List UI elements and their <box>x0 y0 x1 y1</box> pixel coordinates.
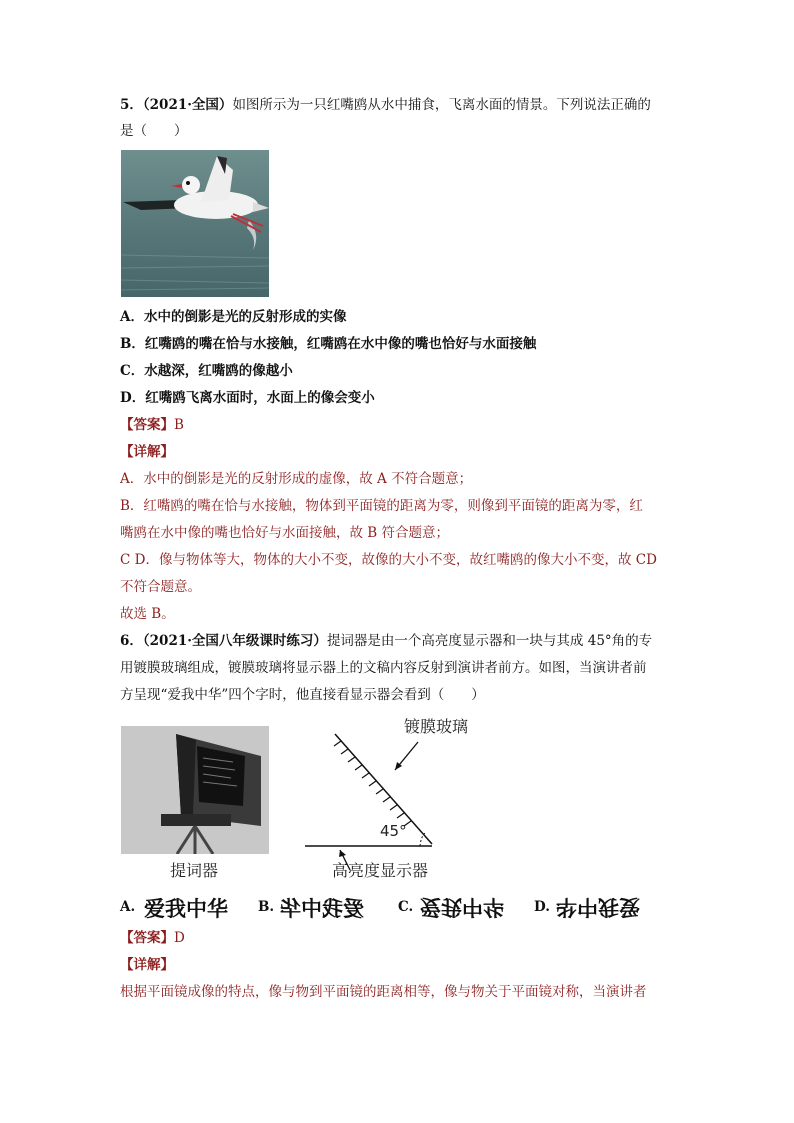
q6-stem-line2: 用镀膜玻璃组成，镀膜玻璃将显示器上的文稿内容反射到演讲者前方。如图，当演讲者前 <box>120 660 647 676</box>
q5-option-a: A．水中的倒影是光的反射形成的实像 <box>120 309 347 325</box>
q6-option-b-text: 爱我中华 <box>280 897 364 921</box>
teleprompter-caption: 提词器 <box>170 861 219 880</box>
q5-answer <box>120 415 675 435</box>
q5-detail-line: 不符合题意。 <box>120 579 201 595</box>
q6-detail-line: 根据平面镜成像的特点，像与物到平面镜的距离相等，像与物关于平面镜对称，当演讲者 <box>120 984 647 1000</box>
q6-source: （2021·全国八年级课时练习） <box>142 633 327 649</box>
q6-option-c-letter: C. <box>398 899 414 915</box>
q5-stem-line1 <box>120 95 675 115</box>
mirror-diagram <box>300 712 490 882</box>
glass-label: 镀膜玻璃 <box>404 717 469 736</box>
q5-answer-label: 【答案】 <box>120 417 174 433</box>
q6-detail-label: 【详解】 <box>120 957 174 973</box>
q5-detail-line: C D．像与物体等大，物体的大小不变，故像的大小不变，故红嘴鸥的像大小不变，故 CD <box>120 552 657 568</box>
q5-option-c: C．水越深，红嘴鸥的像越小 <box>120 363 293 379</box>
q6-option-d-letter: D. <box>534 899 550 915</box>
q5-stem-text: 如图所示为一只红嘴鸥从水中捕食，飞离水面的情景。下列说法正确的 <box>232 97 651 113</box>
q5-stem-line2: 是（ ） <box>120 123 188 139</box>
q5-number: 5． <box>120 97 143 113</box>
q6-stem-line3: 方呈现“爱我中华”四个字时，他直接看显示器会看到（ ） <box>120 687 485 703</box>
q5-detail-line: 故选 B。 <box>120 606 175 622</box>
q6-number: 6． <box>120 633 143 649</box>
q5-detail-line: 嘴鸥在水中像的嘴也恰好与水面接触，故 B 符合题意； <box>120 525 450 541</box>
q6-stem-text: 提词器是由一个高亮度显示器和一块与其成 45°角的专 <box>326 633 653 649</box>
q5-source: （2021·全国） <box>142 97 233 113</box>
q5-option-d: D．红嘴鸥飞离水面时，水面上的像会变小 <box>120 390 375 406</box>
q6-option-b-letter: B. <box>258 899 275 915</box>
q5-option-b: B．红嘴鸥的嘴在恰与水接触，红嘴鸥在水中像的嘴也恰好与水面接触 <box>120 336 537 352</box>
display-label: 高亮度显示器 <box>332 861 429 880</box>
angle-label: 45° <box>380 822 407 840</box>
q6-option-c-text: 爱我中华 <box>420 895 504 919</box>
q5-detail-label: 【详解】 <box>120 444 174 460</box>
seagull-photo <box>121 150 269 297</box>
q6-option-a-text: 爱我中华 <box>144 897 228 921</box>
q6-answer-label: 【答案】 <box>120 930 174 946</box>
q6-answer <box>120 928 675 948</box>
teleprompter-photo <box>121 726 269 854</box>
q5-detail-line: B．红嘴鸥的嘴在恰与水接触，物体到平面镜的距离为零，则像到平面镜的距离为零，红 <box>120 498 643 514</box>
q6-option-d-text: 爱我中华 <box>556 895 640 919</box>
q6-stem-line1 <box>120 631 675 651</box>
q6-option-a-letter: A. <box>120 899 136 915</box>
q5-detail-line: A．水中的倒影是光的反射形成的虚像，故 A 不符合题意； <box>120 471 473 487</box>
q6-answer-value: D <box>174 930 185 946</box>
q6-options <box>120 893 680 923</box>
q5-answer-value: B <box>174 417 184 433</box>
